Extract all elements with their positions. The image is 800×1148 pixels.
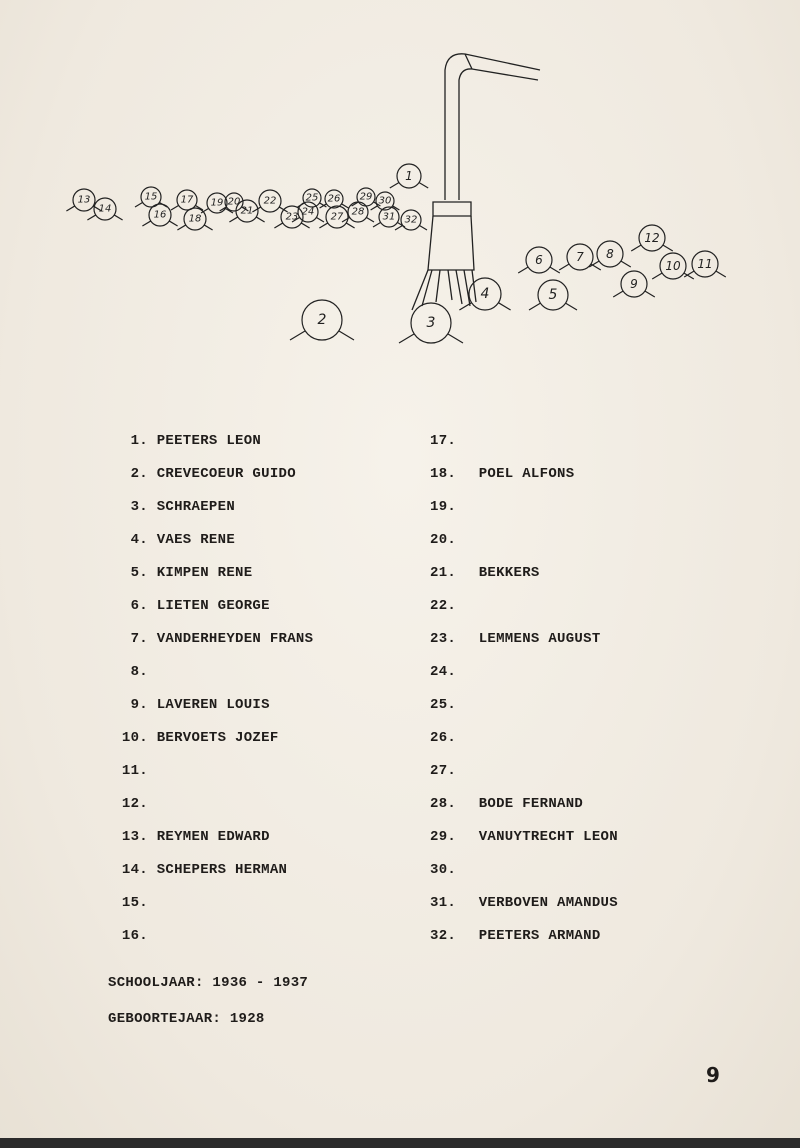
pupil-number: 20 bbox=[227, 196, 241, 208]
pupil-head-31 bbox=[373, 207, 405, 227]
pupil-number: 11 bbox=[697, 257, 713, 271]
pupil-head-1 bbox=[390, 164, 428, 188]
list-item-name: CREVECOEUR GUIDO bbox=[156, 466, 296, 482]
list-item-number: 17. bbox=[430, 433, 457, 449]
pupil-number: 12 bbox=[644, 231, 660, 245]
list-item-number: 15. bbox=[121, 895, 148, 911]
list-item bbox=[430, 524, 618, 557]
list-item bbox=[430, 821, 618, 854]
list-item-number: 20. bbox=[430, 532, 457, 548]
pupil-number: 5 bbox=[548, 287, 558, 303]
list-item-number: 7. bbox=[130, 631, 148, 647]
list-item bbox=[104, 557, 313, 590]
list-item bbox=[104, 755, 313, 788]
list-item-name: SCHRAEPEN bbox=[156, 499, 236, 515]
list-item-number: 32. bbox=[430, 928, 457, 944]
pupil-number: 30 bbox=[378, 195, 392, 207]
pupil-head-22 bbox=[252, 190, 287, 212]
list-item-number: 14. bbox=[121, 862, 148, 878]
pupil-number: 16 bbox=[153, 209, 167, 221]
pupil-head-9 bbox=[613, 271, 655, 297]
list-item bbox=[104, 491, 313, 524]
list-item bbox=[430, 656, 618, 689]
list-item-number: 27. bbox=[430, 763, 457, 779]
list-item bbox=[104, 854, 313, 887]
list-item bbox=[430, 425, 618, 458]
list-item bbox=[430, 788, 618, 821]
list-item-name: SCHEPERS HERMAN bbox=[156, 862, 288, 878]
pupil-head-12 bbox=[631, 225, 673, 251]
list-item bbox=[104, 590, 313, 623]
list-item-name: BEKKERS bbox=[478, 565, 540, 581]
list-item-number: 3. bbox=[130, 499, 148, 515]
list-item bbox=[104, 887, 313, 920]
list-item-name: REYMEN EDWARD bbox=[156, 829, 270, 845]
list-item bbox=[430, 689, 618, 722]
list-item-name: KIMPEN RENE bbox=[156, 565, 253, 581]
list-item-number: 26. bbox=[430, 730, 457, 746]
list-item bbox=[104, 722, 313, 755]
list-item-number: 19. bbox=[430, 499, 457, 515]
list-item-number: 13. bbox=[121, 829, 148, 845]
list-item bbox=[104, 524, 313, 557]
list-item bbox=[430, 755, 618, 788]
pupil-number: 24 bbox=[301, 206, 315, 218]
list-item bbox=[430, 458, 618, 491]
list-item-number: 10. bbox=[121, 730, 148, 746]
list-item-number: 21. bbox=[430, 565, 457, 581]
pupil-number: 28 bbox=[351, 206, 365, 218]
schooljaar-line: SCHOOLJAAR: 1936 - 1937 bbox=[108, 975, 309, 991]
list-item-number: 31. bbox=[430, 895, 457, 911]
geboortejaar-line: GEBOORTEJAAR: 1928 bbox=[108, 1011, 265, 1027]
list-item bbox=[430, 920, 618, 953]
list-item-name: PEETERS LEON bbox=[156, 433, 262, 449]
pupil-number: 7 bbox=[576, 250, 584, 264]
pupil-head-4 bbox=[459, 278, 510, 310]
pupil-number: 15 bbox=[144, 191, 158, 203]
pupil-number: 21 bbox=[240, 205, 254, 217]
pupil-head-25 bbox=[298, 189, 327, 207]
list-item bbox=[430, 590, 618, 623]
list-item-number: 28. bbox=[430, 796, 457, 812]
pupil-head-7 bbox=[559, 244, 601, 270]
pupil-number: 3 bbox=[426, 315, 436, 331]
list-item bbox=[104, 458, 313, 491]
pupil-head-32 bbox=[395, 210, 427, 230]
list-item bbox=[430, 623, 618, 656]
pupil-number: 27 bbox=[330, 211, 344, 223]
class-seating-diagram bbox=[0, 0, 800, 400]
pupil-number: 18 bbox=[188, 213, 202, 225]
list-item-number: 30. bbox=[430, 862, 457, 878]
list-item-number: 22. bbox=[430, 598, 457, 614]
list-item bbox=[104, 821, 313, 854]
list-item-name: VERBOVEN AMANDUS bbox=[478, 895, 618, 911]
list-item-name: PEETERS ARMAND bbox=[478, 928, 601, 944]
page-edge bbox=[0, 1138, 800, 1148]
pupil-number: 10 bbox=[665, 259, 681, 273]
list-item-name: POEL ALFONS bbox=[478, 466, 575, 482]
list-item-number: 16. bbox=[121, 928, 148, 944]
list-item-number: 2. bbox=[130, 466, 148, 482]
pupil-head-11 bbox=[684, 251, 726, 277]
pupil-head-16 bbox=[142, 204, 177, 226]
list-item bbox=[430, 854, 618, 887]
pupil-head-17 bbox=[171, 190, 203, 210]
pupil-head-6 bbox=[518, 247, 560, 273]
pupil-number: 4 bbox=[480, 286, 490, 302]
names-column-left bbox=[104, 425, 313, 953]
list-item-number: 6. bbox=[130, 598, 148, 614]
names-column-right bbox=[430, 425, 618, 953]
list-item-name: LEMMENS AUGUST bbox=[478, 631, 601, 647]
list-item-number: 11. bbox=[121, 763, 148, 779]
pupil-number: 1 bbox=[405, 169, 413, 183]
pupil-number: 6 bbox=[535, 253, 543, 267]
list-item-name: VANUYTRECHT LEON bbox=[478, 829, 618, 845]
pupil-number: 31 bbox=[382, 211, 396, 223]
list-item-number: 25. bbox=[430, 697, 457, 713]
list-item-name: LIETEN GEORGE bbox=[156, 598, 270, 614]
pupil-number: 9 bbox=[630, 277, 638, 291]
pupil-head-5 bbox=[529, 280, 577, 310]
pupil-number: 19 bbox=[210, 197, 224, 209]
pupil-number: 26 bbox=[327, 193, 341, 205]
list-item-name: BERVOETS JOZEF bbox=[156, 730, 279, 746]
list-item-name: BODE FERNAND bbox=[478, 796, 584, 812]
list-item-number: 24. bbox=[430, 664, 457, 680]
pupil-head-18 bbox=[177, 208, 212, 230]
list-item bbox=[104, 425, 313, 458]
pupil-number: 25 bbox=[305, 192, 319, 204]
pupil-head-3 bbox=[399, 303, 463, 343]
list-item-name: LAVEREN LOUIS bbox=[156, 697, 270, 713]
list-item bbox=[430, 887, 618, 920]
list-item-number: 12. bbox=[121, 796, 148, 812]
pupil-number: 13 bbox=[77, 194, 91, 206]
list-item-number: 8. bbox=[130, 664, 148, 680]
list-item-number: 9. bbox=[130, 697, 148, 713]
list-item-number: 4. bbox=[130, 532, 148, 548]
page-number: 9 bbox=[706, 1063, 720, 1087]
pupil-number: 29 bbox=[359, 191, 373, 203]
pupil-number: 17 bbox=[180, 194, 194, 206]
list-item-number: 29. bbox=[430, 829, 457, 845]
pupil-head-26 bbox=[320, 190, 349, 208]
list-item bbox=[104, 788, 313, 821]
list-item bbox=[104, 920, 313, 953]
list-item-number: 18. bbox=[430, 466, 457, 482]
list-item-number: 5. bbox=[130, 565, 148, 581]
list-item-number: 1. bbox=[130, 433, 148, 449]
list-item bbox=[104, 689, 313, 722]
list-item bbox=[430, 722, 618, 755]
pupil-head-13 bbox=[66, 189, 101, 211]
pupil-number: 32 bbox=[404, 214, 418, 226]
list-item-name: VANDERHEYDEN FRANS bbox=[156, 631, 314, 647]
pupil-number: 22 bbox=[263, 195, 277, 207]
pupil-number: 23 bbox=[285, 211, 299, 223]
pupil-number: 8 bbox=[606, 247, 614, 261]
list-item bbox=[104, 656, 313, 689]
pupil-head-8 bbox=[589, 241, 631, 267]
pupil-head-2 bbox=[290, 300, 354, 340]
list-item bbox=[104, 623, 313, 656]
list-item bbox=[430, 557, 618, 590]
pupil-number: 2 bbox=[317, 312, 327, 328]
list-item-number: 23. bbox=[430, 631, 457, 647]
list-item-name: VAES RENE bbox=[156, 532, 236, 548]
list-item bbox=[430, 491, 618, 524]
pupil-number: 14 bbox=[98, 203, 112, 215]
pupil-head-14 bbox=[87, 198, 122, 220]
